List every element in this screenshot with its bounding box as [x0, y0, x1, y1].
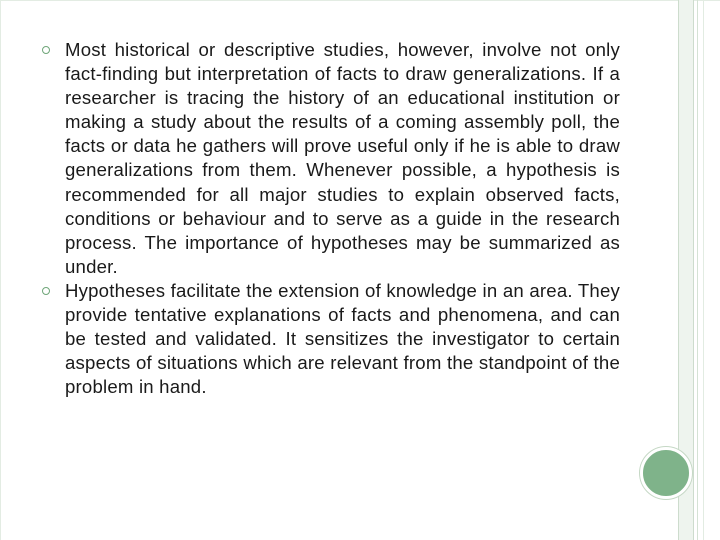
green-circle-decoration-icon	[640, 447, 692, 499]
bullet-text-2: Hypotheses facilitate the extension of knowledge in an area. They provide tentative explanations of facts and phenomena, and can be tested and validated. It sensitizes the investigator to certain aspects of situations which are relevant from the standpoint of the problem in hand.	[65, 279, 620, 398]
right-decorative-line	[697, 0, 698, 540]
hollow-circle-bullet-icon	[42, 46, 50, 54]
hollow-circle-bullet-icon	[42, 287, 50, 295]
bullet-text-1: Most historical or descriptive studies, however, involve not only fact-finding but interpretation of facts to draw generalizations. If a researcher is tracing the history of an educational institution or making a study about the results of a coming assembly poll, the facts or data he gathers will prove useful only if he is able to draw generalizations from them. Whenever possible, a hypothesis is recommended for all major studies to explain observed facts, conditions or behaviour and to serve as a guide in the research process. The importance of hypotheses may be summarized as under.	[65, 39, 620, 277]
frame-line-top	[0, 0, 720, 1]
right-decorative-line-outer	[703, 0, 704, 540]
bullet-item-1	[40, 38, 620, 279]
bullet-list	[40, 38, 620, 399]
frame-line-left	[0, 0, 1, 540]
bullet-item-2	[40, 279, 620, 399]
